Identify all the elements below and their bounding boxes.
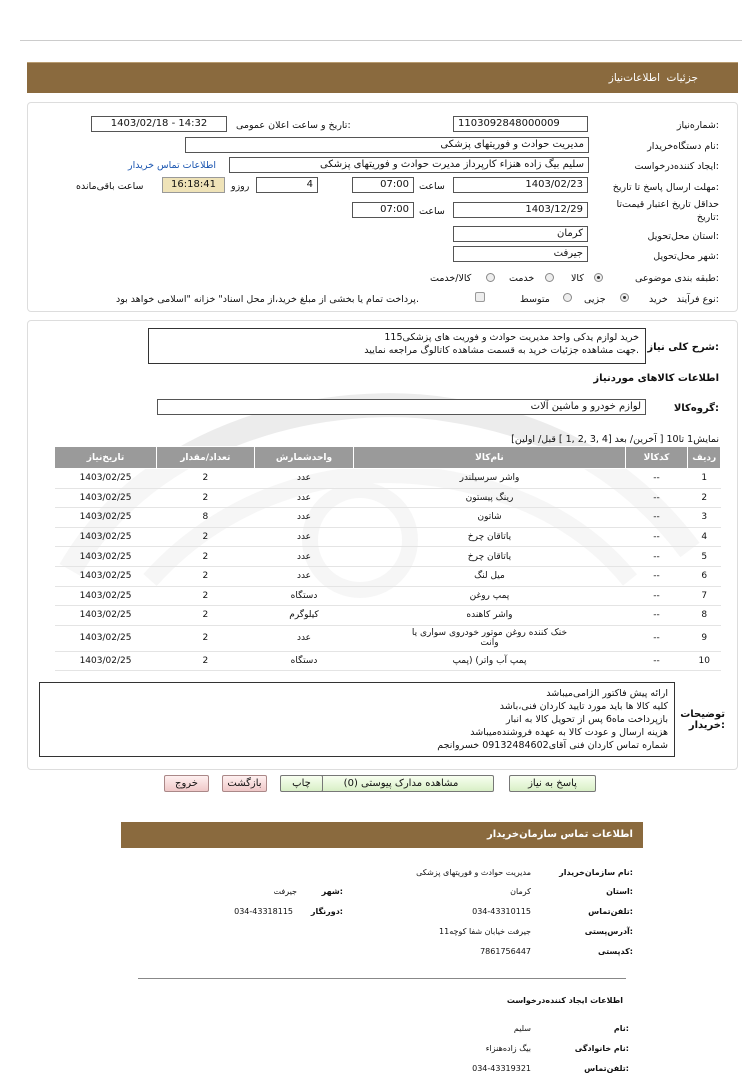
announce-label: تاریخ و ساعت اعلان عمومی: <box>236 120 351 131</box>
cell-code: -- <box>625 606 688 626</box>
validity-date-field: 1403/12/29 <box>453 202 588 218</box>
table-row <box>55 508 721 528</box>
cell-date: 1403/02/25 <box>55 586 157 606</box>
cell-row: 8 <box>688 606 721 626</box>
days-label: روزو <box>231 181 250 192</box>
goods-table <box>54 446 721 671</box>
note-line: ارائه پیش فاکتور الزامی‌میباشد <box>546 688 668 699</box>
process-purchase-label: خرید <box>649 294 668 305</box>
cell-qty: 2 <box>157 586 255 606</box>
contact-postal-label: کدپستی: <box>598 947 633 956</box>
contact-address: جیرفت خیابان شفا کوچه11 <box>439 927 531 936</box>
creator-tel: 034-43319321 <box>472 1064 531 1073</box>
col-unit: واحدشمارش <box>254 447 354 469</box>
buyer-org-field: مدیریت حوادث و فوریتهای پزشکی <box>185 137 589 153</box>
treasury-note: پرداخت تمام یا بخشی از مبلغ خرید،از محل اسناد" خزانه "اسلامی خواهد بود. <box>116 294 419 305</box>
cell-unit: عدد <box>254 469 354 489</box>
goods-title: اطلاعات کالاهای موردنیاز <box>593 373 719 384</box>
col-code: کدکالا <box>625 447 688 469</box>
buyer-notes-box <box>39 682 675 757</box>
contact-province-label: استان: <box>606 887 633 896</box>
cell-code: -- <box>625 547 688 567</box>
validity-time-label: ساعت <box>419 206 445 217</box>
creator-family: بیگ زاده‌هنزاء <box>485 1044 531 1053</box>
city-label: شهر محل‌تحویل: <box>653 251 719 262</box>
reply-button[interactable]: پاسخ به نیاز <box>509 775 596 792</box>
table-row <box>55 566 721 586</box>
category-service-radio[interactable] <box>545 273 554 282</box>
tab-need-info[interactable]: اطلاعات‌نیاز <box>608 72 660 84</box>
deadline-label: مهلت ارسال پاسخ تا تاریخ: <box>612 182 719 193</box>
table-row <box>55 586 721 606</box>
category-label: طبقه بندی موضوعی: <box>634 273 719 284</box>
cell-row: 3 <box>688 508 721 528</box>
contact-phone: 034-43310115 <box>472 907 531 916</box>
cell-row: 1 <box>688 469 721 489</box>
cell-name: واشر کاهنده <box>354 606 625 626</box>
cell-code: -- <box>625 625 688 651</box>
col-qty: تعداد/مقدار <box>157 447 255 469</box>
table-row <box>55 527 721 547</box>
note-line: بازپرداخت ماه6 پس از تحویل کالا به انبار <box>506 714 668 725</box>
contact-city: جیرفت <box>273 887 297 896</box>
process-label: نوع فرآیند: <box>676 294 719 305</box>
cell-name: میل لنگ <box>354 566 625 586</box>
cell-qty: 2 <box>157 469 255 489</box>
table-row <box>55 488 721 508</box>
pagination[interactable]: نمایش1 تا10 [ آخرین/ بعد [4 ,3 ,2 ,1 ] قبل/ اولین] <box>511 434 719 445</box>
category-both-radio[interactable] <box>486 273 495 282</box>
cell-date: 1403/02/25 <box>55 488 157 508</box>
exit-button[interactable]: خروج <box>164 775 209 792</box>
creator-label: ایجاد کننده‌درخواست: <box>634 161 719 172</box>
need-number-field: 1103092848000009 <box>453 116 588 132</box>
buyer-org-label: نام دستگاه‌خریدار: <box>647 141 719 152</box>
note-line: هزینه ارسال و عودت کالا به عهده فروشنده‌میباشد <box>470 727 668 738</box>
creator-section-title: اطلاعات ایجاد کننده‌درخواست <box>506 996 623 1005</box>
summary-line-2: جهت مشاهده جزئیات خرید به قسمت مشاهده کاتالوگ مراجعه نمایید. <box>364 345 639 356</box>
cell-date: 1403/02/25 <box>55 651 157 671</box>
cell-qty: 2 <box>157 488 255 508</box>
cell-qty: 2 <box>157 527 255 547</box>
cell-unit: کیلوگرم <box>254 606 354 626</box>
contact-org: مدیریت حوادث و فوریتهای پزشکی <box>416 868 531 877</box>
cell-qty: 8 <box>157 508 255 528</box>
deadline-date-field: 1403/02/23 <box>453 177 588 193</box>
cell-row: 4 <box>688 527 721 547</box>
table-row <box>55 547 721 567</box>
cell-name: یاتاقان چرخ <box>354 527 625 547</box>
tab-details[interactable]: جزئیات <box>666 72 698 84</box>
table-row <box>55 625 721 651</box>
cell-unit: عدد <box>254 625 354 651</box>
deadline-time-field: 07:00 <box>352 177 414 193</box>
cell-code: -- <box>625 527 688 547</box>
creator-name-label: نام: <box>613 1024 629 1033</box>
remaining-time: 16:18:41 <box>162 177 225 193</box>
cell-row: 9 <box>688 625 721 651</box>
province-label: استان محل‌تحویل: <box>647 231 719 242</box>
cell-name: واشر سرسیلندر <box>354 469 625 489</box>
col-name: نام‌کالا <box>354 447 625 469</box>
contact-divider <box>138 978 626 979</box>
col-date: تاریخ‌نیاز <box>55 447 157 469</box>
process-minor-radio[interactable] <box>620 293 629 302</box>
buyer-notes-label: توضیحات خریدار: <box>680 709 725 731</box>
city-field: جیرفت <box>453 246 588 262</box>
back-button[interactable]: بازگشت <box>222 775 267 792</box>
cell-name: پمپ روغن <box>354 586 625 606</box>
province-field: کرمان <box>453 226 588 242</box>
cell-qty: 2 <box>157 651 255 671</box>
cell-name: پمپ آب واتر) (پمپ <box>354 651 625 671</box>
attachments-button[interactable]: مشاهده مدارک پیوستی (0) <box>308 775 494 792</box>
contact-phone-label: تلفن‌تماس: <box>588 907 633 916</box>
cell-code: -- <box>625 566 688 586</box>
cell-code: -- <box>625 469 688 489</box>
cell-unit: عدد <box>254 527 354 547</box>
cell-unit: دستگاه <box>254 586 354 606</box>
summary-line-1: خرید لوازم یدکی واحد مدیریت حوادث و فوریت های پزشکی115 <box>384 332 639 343</box>
cell-code: -- <box>625 586 688 606</box>
cell-qty: 2 <box>157 547 255 567</box>
cell-qty: 2 <box>157 606 255 626</box>
process-minor-label: جزیی <box>584 294 606 305</box>
cell-name: خنک کننده روغن موتور خودروی سواری یا وانت <box>354 625 625 651</box>
cell-unit: دستگاه <box>254 651 354 671</box>
cell-unit: عدد <box>254 566 354 586</box>
header-bar <box>27 62 738 93</box>
goods-group-field: لوازم خودرو و ماشین آلات <box>157 399 646 415</box>
validity-label-2: تاریخ: <box>696 212 719 223</box>
cell-code: -- <box>625 508 688 528</box>
category-goods-label: کالا <box>571 273 584 284</box>
cell-date: 1403/02/25 <box>55 606 157 626</box>
treasury-checkbox[interactable] <box>475 292 485 302</box>
cell-row: 10 <box>688 651 721 671</box>
deadline-time-label: ساعت <box>419 181 445 192</box>
col-row: ردیف <box>688 447 721 469</box>
cell-date: 1403/02/25 <box>55 566 157 586</box>
table-header-row <box>55 447 721 469</box>
table-row <box>55 606 721 626</box>
cell-unit: عدد <box>254 508 354 528</box>
note-line: کلیه کالا ها باید مورد تایید کاردان فنی،باشد <box>499 701 668 712</box>
contact-fax: 034-43318115 <box>234 907 293 916</box>
creator-tel-label: تلفن‌تماس: <box>584 1064 629 1073</box>
category-service-label: خدمت <box>509 273 535 284</box>
cell-row: 2 <box>688 488 721 508</box>
buyer-contact-link[interactable]: اطلاعات تماس خریدار <box>128 160 217 171</box>
cell-date: 1403/02/25 <box>55 527 157 547</box>
category-both-label: کالا/خدمت <box>430 273 472 284</box>
cell-date: 1403/02/25 <box>55 625 157 651</box>
category-goods-radio[interactable] <box>594 273 603 282</box>
cell-qty: 2 <box>157 566 255 586</box>
contact-fax-label: دورنگار: <box>310 907 343 916</box>
cell-date: 1403/02/25 <box>55 469 157 489</box>
validity-time-field: 07:00 <box>352 202 414 218</box>
summary-box <box>148 328 646 364</box>
cell-date: 1403/02/25 <box>55 508 157 528</box>
creator-name: سلیم <box>513 1024 531 1033</box>
cell-row: 5 <box>688 547 721 567</box>
cell-unit: عدد <box>254 547 354 567</box>
remaining-label: ساعت باقی‌مانده <box>76 181 144 192</box>
print-button[interactable]: چاپ <box>280 775 323 792</box>
cell-name: شاتون <box>354 508 625 528</box>
cell-code: -- <box>625 651 688 671</box>
cell-row: 6 <box>688 566 721 586</box>
contact-city-label: شهر: <box>321 887 343 896</box>
announce-field: 1403/02/18 - 14:32 <box>91 116 227 132</box>
need-number-label: شماره‌نیاز: <box>676 120 719 131</box>
days-field: 4 <box>256 177 318 193</box>
validity-label: حداقل تاریخ اعتبار قیمت‌تا <box>616 199 719 210</box>
cell-name: رینگ پیستون <box>354 488 625 508</box>
creator-field: سلیم بیگ زاده هنزاء کارپرداز مدیرت حوادث و فوریتهای پزشکی <box>229 157 589 173</box>
process-medium-label: متوسط <box>520 294 550 305</box>
table-row <box>55 651 721 671</box>
cell-unit: عدد <box>254 488 354 508</box>
goods-group-label: گروه‌کالا: <box>673 403 719 414</box>
cell-row: 7 <box>688 586 721 606</box>
note-line: شماره تماس کاردان فنی آقای09132484602 خسروانجم <box>437 740 668 751</box>
contact-org-label: نام سازمان‌خریدار: <box>559 868 633 877</box>
cell-name: یاتاقان چرخ <box>354 547 625 567</box>
contact-postal: 7861756447 <box>480 947 531 956</box>
summary-label: شرح کلی نیاز: <box>647 342 719 353</box>
table-row <box>55 469 721 489</box>
creator-family-label: نام خانوادگی: <box>574 1044 629 1053</box>
contact-province: کرمان <box>510 887 531 896</box>
cell-code: -- <box>625 488 688 508</box>
contact-header: اطلاعات تماس سازمان‌خریدار <box>121 822 643 848</box>
process-medium-radio[interactable] <box>563 293 572 302</box>
top-divider <box>20 40 742 41</box>
cell-qty: 2 <box>157 625 255 651</box>
contact-address-label: آدرس‌پستی: <box>584 927 633 936</box>
cell-date: 1403/02/25 <box>55 547 157 567</box>
